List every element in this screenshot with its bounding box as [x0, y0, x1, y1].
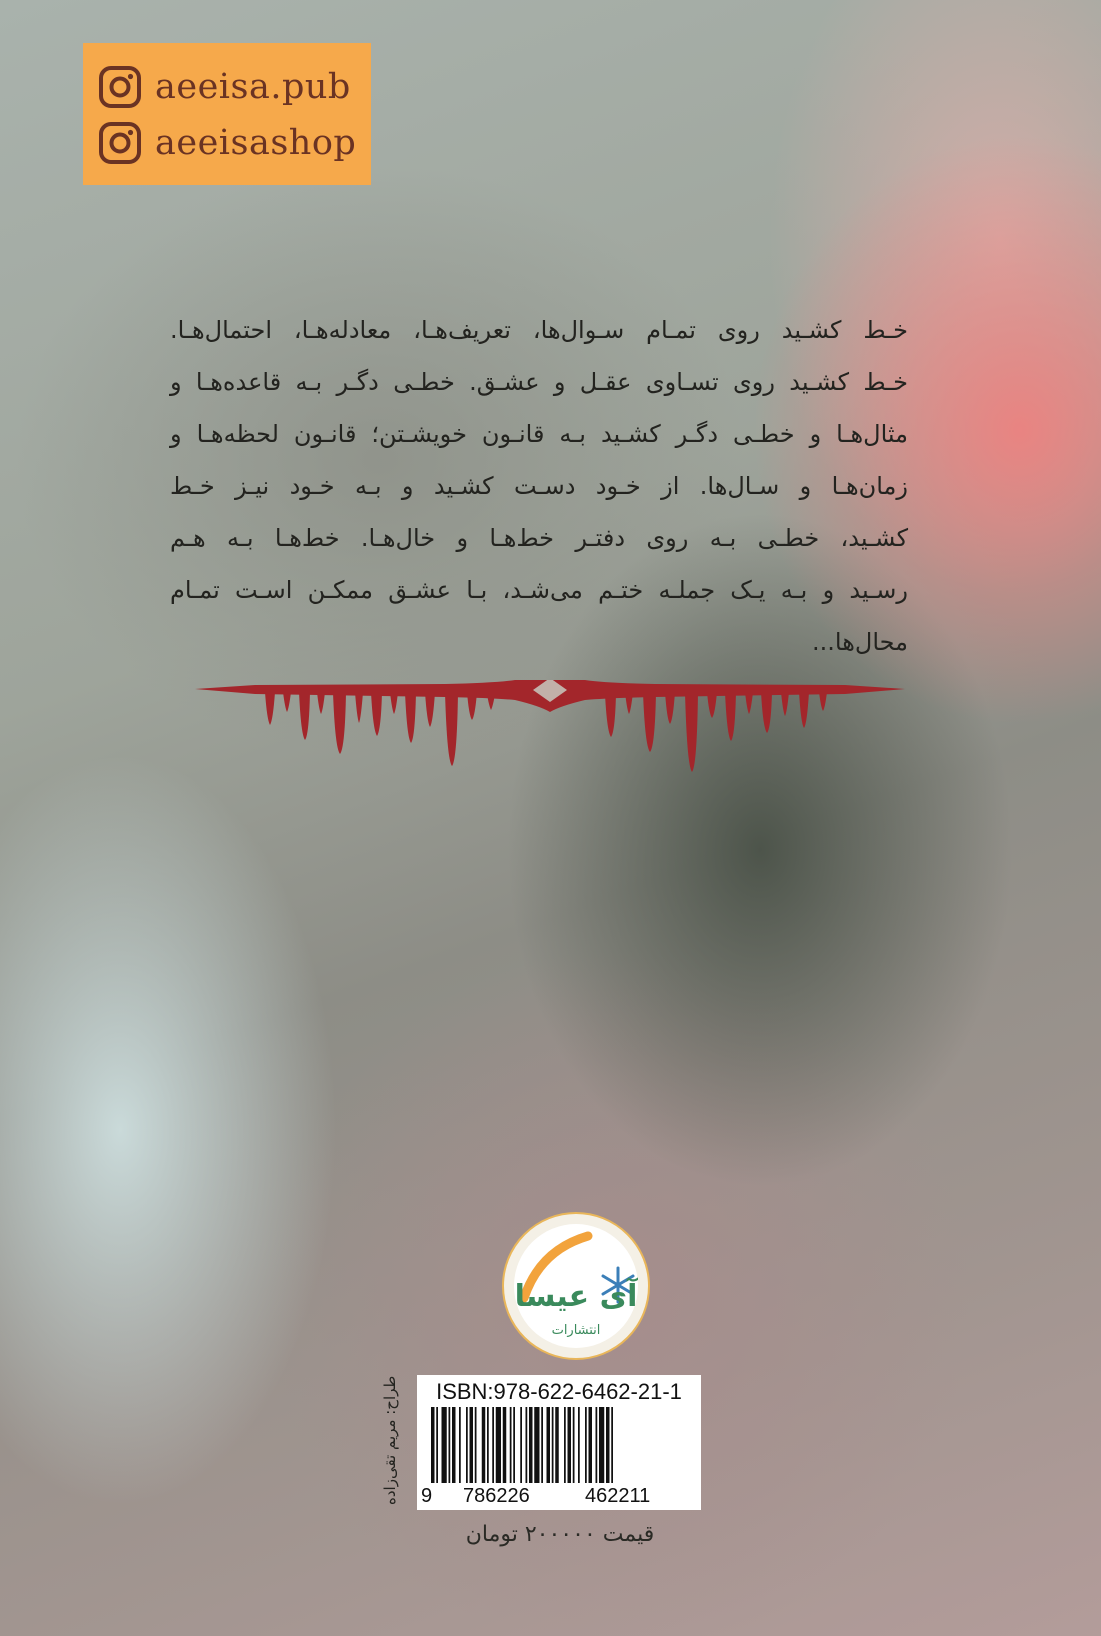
- social-handle-shop: aeeisashop: [155, 123, 357, 163]
- blurb-line: خـط کشـید روی تمـام سـوال‌ها، تعریف‌هـا، معادله‌هـا، احتمال‌هـا.: [170, 316, 908, 344]
- back-cover-blurb: [170, 304, 908, 668]
- logo-text: آی عیسا: [514, 1279, 638, 1314]
- dripping-divider: [195, 680, 905, 800]
- blurb-line: کشـید، خطـی بـه روی دفتـر خط‌هـا و خال‌هـا. خط‌هـا بـه هـم: [170, 524, 908, 552]
- instagram-icon: [99, 122, 141, 164]
- barcode-digits-right: 462211: [585, 1485, 651, 1507]
- blurb-line: زمان‌هـا و سـال‌ها. از خـود دسـت کشـید و بـه خـود نیـز خـط: [170, 472, 908, 500]
- social-handles-box: [83, 43, 371, 185]
- social-row-shop: [99, 115, 371, 171]
- barcode-bars: [429, 1407, 689, 1483]
- isbn-label: ISBN:978-622-6462-21-1: [436, 1379, 682, 1404]
- blurb-line: مثال‌هـا و خطـی دگـر کشـید بـه قانـون خویشـتن؛ قانـون لحظه‌هـا و: [170, 420, 908, 448]
- blurb-line: خـط کشـید روی تسـاوی عقـل و عشـق. خطـی دگـر بـه قاعده‌هـا و: [170, 368, 908, 396]
- instagram-icon: [99, 66, 141, 108]
- blurb-line: محال‌ها...: [812, 628, 908, 656]
- barcode-digit-first: 9: [421, 1485, 433, 1507]
- social-handle-pub: aeeisa.pub: [155, 67, 351, 107]
- designer-credit: طراح: مریم تقی‌زاده: [381, 1375, 399, 1505]
- blurb-line: رسـید و بـه یـک جملـه ختـم می‌شـد، بـا عشـق ممکـن اسـت تمـام: [170, 576, 908, 604]
- publisher-logo: [500, 1210, 652, 1362]
- price-label: قیمت ۲۰۰۰۰۰ تومان: [465, 1522, 655, 1547]
- social-row-pub: [99, 59, 371, 115]
- barcode-digits-left: 786226: [463, 1485, 530, 1507]
- logo-subtext: انتشارات: [551, 1323, 601, 1338]
- isbn-barcode: [417, 1375, 701, 1510]
